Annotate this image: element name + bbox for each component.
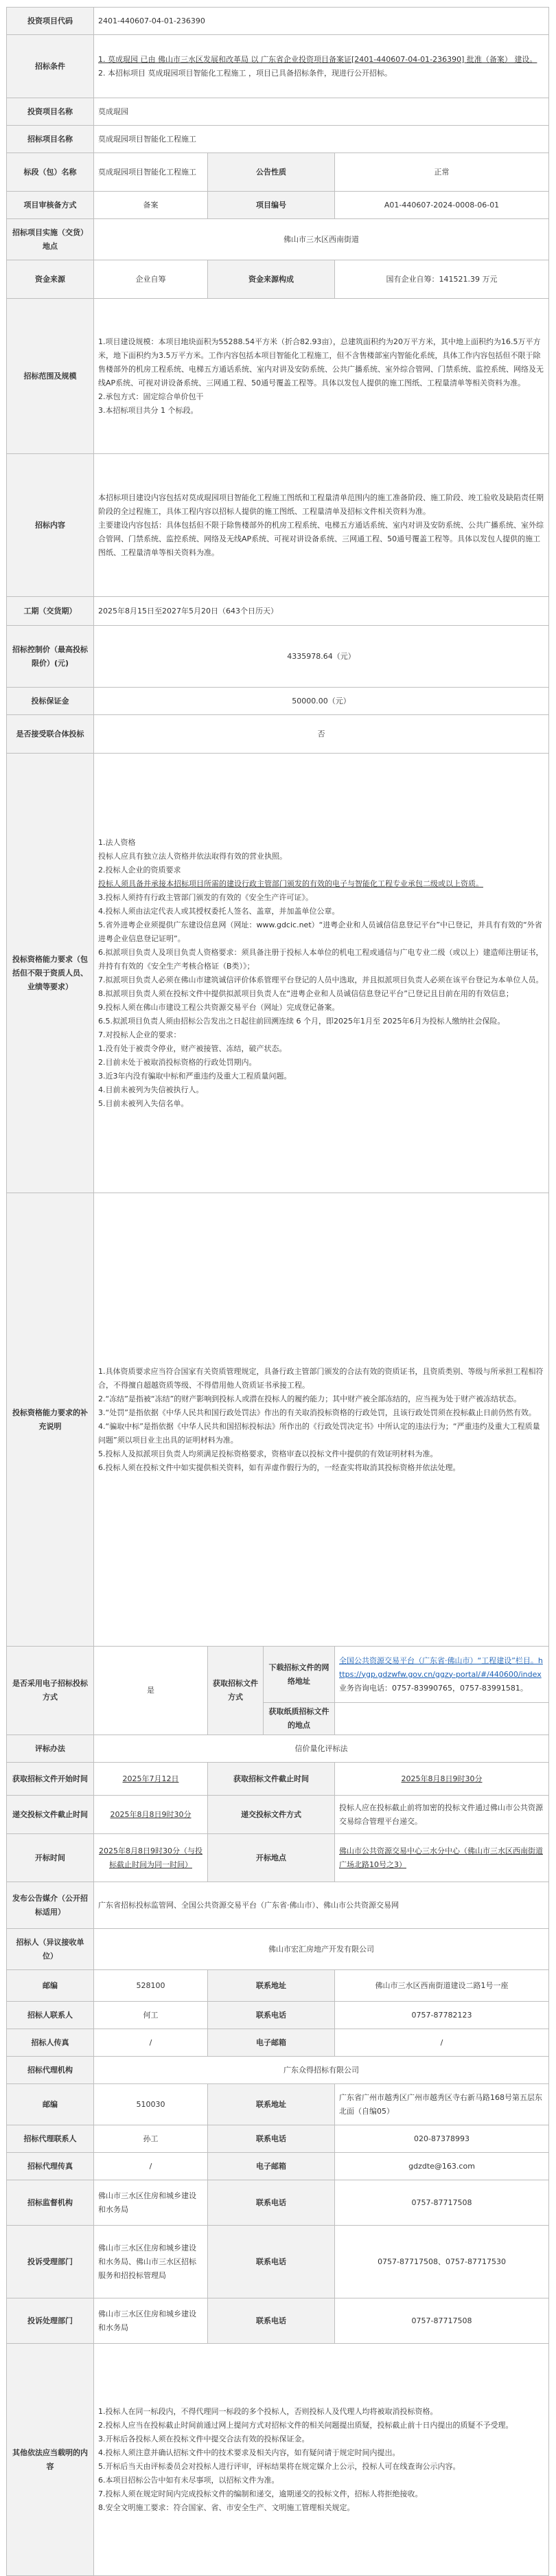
label-a-fax: 招标代理传真: [7, 2153, 94, 2180]
row-complaint: [7, 2226, 549, 2298]
label-t-phone: 联系电话: [208, 2002, 335, 2029]
row-bid-content: [7, 454, 549, 597]
row-sub-project-name: [7, 126, 549, 153]
other-line-2: 2.投标人应当在投标截止时间前通过网上提问方式对招标文件的相关问题提出质疑，投标截止前十日内提出的质疑不予受理。: [98, 2420, 513, 2430]
label-approval: 项目审核备方式: [7, 192, 94, 219]
label-sub-project-name: 招标项目名称: [7, 126, 94, 153]
label-bid-content: 招标内容: [7, 454, 94, 597]
label-submit-deadline: 递交投标文件截止时间: [7, 1796, 94, 1834]
value-bid-condition: [94, 35, 549, 98]
label-paper-location: 获取纸质招标文件的地点: [264, 1703, 335, 1735]
row-eval: [7, 1735, 549, 1763]
label-file-start: 获取招标文件开始时间: [7, 1763, 94, 1796]
label-bid-condition: 招标条件: [7, 35, 94, 98]
value-project-name: 莫成琨园: [94, 98, 549, 126]
row-a-zip: [7, 2084, 549, 2125]
row-open: [7, 1834, 549, 1882]
value-paper-location: [335, 1703, 549, 1735]
row-t-contact: [7, 2002, 549, 2029]
label-other: 其他依法应当载明的内容: [7, 2344, 94, 2576]
row-price: [7, 626, 549, 688]
value-a-email: gdzdte@163.com: [335, 2153, 549, 2180]
label-a-phone: 联系电话: [208, 2125, 335, 2153]
label-complaint-phone: 联系电话: [208, 2226, 335, 2298]
qualification-line-3: 2.投标人企业的资质要求: [98, 865, 181, 874]
supplement-line-3: 3.“处罚”是指依据《中华人民共和国行政处罚法》作出的有关取消投标资格的行政处罚，且该行政处罚须在投标截止日前仍然有效。: [98, 1408, 536, 1417]
value-a-fax: /: [94, 2153, 208, 2180]
row-agent: [7, 2057, 549, 2084]
label-supplement: 投标资格能力要求的补充说明: [7, 1193, 94, 1647]
qualification-line-11: 9.投标人须在佛山市建设工程公共资源交易平台（网址）完成登记备案。: [98, 1002, 340, 1012]
value-t-fax: /: [94, 2029, 208, 2057]
label-joint: 是否接受联合体投标: [7, 715, 94, 754]
value-open-time: 2025年8月8日9时30分（与投标截止时间为同一时间）: [94, 1834, 208, 1882]
row-t-zip: [7, 1970, 549, 2002]
label-a-email: 电子邮箱: [208, 2153, 335, 2180]
qualification-line-4: 投标人须具备并承接本招标项目所需的建设行政主管部门颁发的有效的电子与智能化工程专业承包二级或以上资质。: [98, 879, 483, 888]
value-submit-method: 投标人应在投标截止前将加密的投标文件通过佛山市公共资源交易综合管理平台递交。: [335, 1796, 549, 1834]
label-agent: 招标代理机构: [7, 2057, 94, 2084]
bid-content-line-2: 主要建设内容包括：具体包括但不限于除售楼部外的机房工程系统、电梯五方通话系统、室内对讲及安防系统、公共广播系统、室外综合管网、门禁系统、监控系统、网络及无线AP系统、可视对讲设备系统、三网通工程、50通号覆盖工程等。具体以发包人提供的施工图纸、工程量清单等相关资料为准。: [98, 520, 544, 557]
value-bid-content: [94, 454, 549, 597]
label-file-method: 获取招标文件方式: [208, 1647, 264, 1735]
value-complaint: 佛山市三水区住房和城乡建设和水务局、佛山市三水区招标服务和招投标管理局: [94, 2226, 208, 2298]
value-a-contact: 孙工: [94, 2125, 208, 2153]
row-bid-condition: [7, 35, 549, 98]
value-a-address: 广东省广州市越秀区广州市越秀区寺右新马路168号第五层东北面（自编05）: [335, 2084, 549, 2125]
consult-phone: 业务咨询电话：0757-83990765，0757-83991581。: [339, 1683, 528, 1693]
bid-condition-line-2: 2. 本招标项目 莫成琨园项目智能化工程施工 ，项目已具备招标条件，现进行公开招标。: [98, 68, 392, 78]
row-t-fax: [7, 2029, 549, 2057]
value-t-address: 佛山市三水区西南街道建设二路1号一座: [335, 1970, 549, 2002]
value-duration: 2025年8月15日至2027年5月20日（643个日历天）: [94, 597, 549, 626]
supplement-line-1: 1.具体资质要求应当符合国家有关资质管理规定，具备行政主管部门颁发的合法有效的资质证书，且资质类别、等级与所承担工程相符合，不得擅自超越资质等级、不得借用他人资质证书承接工程。: [98, 1366, 544, 1390]
value-t-contact: 何工: [94, 2002, 208, 2029]
label-location: 招标项目实施（交货）地点: [7, 219, 94, 260]
value-appeal-phone: 0757-87717508: [335, 2298, 549, 2344]
label-a-zip: 邮编: [7, 2084, 94, 2125]
value-file-start: 2025年7月12日: [94, 1763, 208, 1796]
row-scope: [7, 299, 549, 454]
qualification-line-13: 7.对投标人企业的要求：: [98, 1030, 181, 1039]
value-a-phone: 020-87378993: [335, 2125, 549, 2153]
value-supplement: [94, 1193, 549, 1647]
value-t-phone: 0757-87782123: [335, 2002, 549, 2029]
download-url-link[interactable]: 全国公共资源交易平台（广东省·佛山市）“工程建设”栏目。https://ygp.gdzwfw.gov.cn/ggzy-portal/#/440600/index: [339, 1656, 543, 1679]
notice-table: [6, 7, 549, 2576]
value-submit-deadline: 2025年8月8日9时30分: [94, 1796, 208, 1834]
label-funding: 资金来源: [7, 260, 94, 299]
label-qualification: 投标资格能力要求（包括但不限于资质人员、业绩等要求）: [7, 754, 94, 1193]
bid-condition-line-1: 1. 莫成琨园 已由 佛山市三水区发展和改革局 以 广东省企业投资项目备案证[2401-440607-04-01-236390] 批准（备案） 建设。: [98, 54, 537, 64]
value-notice-type: 正常: [335, 153, 549, 192]
value-eval: 信价量化评标法: [94, 1735, 549, 1763]
value-approval: 备案: [94, 192, 208, 219]
label-funding-composition: 资金来源构成: [208, 260, 335, 299]
label-scope: 招标范围及规模: [7, 299, 94, 454]
supplement-line-6: 6.投标人须在投标文件中如实提供相关资料，如有弄虚作假行为的，一经查实将取消其投标资格并依法处理。: [98, 1462, 461, 1472]
label-complaint: 投诉受理部门: [7, 2226, 94, 2298]
bid-content-line-1: 本招标项目建设内容包括对莫成琨园项目智能化工程施工图纸和工程量清单范围内的施工准备阶段、施工阶段、竣工验收及缺陷责任期阶段的全过程施工，具体工程内容以招标人提供的施工图纸、工程量清单及招标文件相关资料为准。: [98, 493, 544, 516]
other-line-7: 7.投标人须在规定时间内完成投标文件的编制和递交，逾期递交的投标文件，招标人将拒绝接收。: [98, 2489, 423, 2498]
label-supervise-phone: 联系电话: [208, 2180, 335, 2226]
label-t-fax: 招标人传真: [7, 2029, 94, 2057]
label-appeal: 投诉处理部门: [7, 2298, 94, 2344]
scope-line-1: 1.项目建设规模：本项目地块面积为55288.54平方米（折合82.93亩），总建筑面积约为20万平方米，其中地上面积约为16.5万平方米，地下面积约为3.5万平方米。工作内容包括本项目智能化工程施工，但不含售楼部室内智能化系统，具体工作内容包括但不限于除售楼部外的机房工程系统、电梯五方通话系统、室内对讲及安防系统、公共广播系统、室外综合管网、门禁系统、监控系统、网络及无线AP系统、可视对讲设备系统、三网通工程、50通号覆盖工程等。具体以发包人提供的施工图纸、工程量清单等相关资料为准。: [98, 337, 544, 387]
value-project-code: 2401-440607-04-01-236390: [94, 8, 549, 35]
qualification-line-14: 1.没有处于被责令停业，财产被接管、冻结，破产状态。: [98, 1043, 287, 1053]
row-approval: [7, 192, 549, 219]
label-notice-type: 公告性质: [208, 153, 335, 192]
row-other: [7, 2344, 549, 2576]
row-media: [7, 1882, 549, 1929]
other-line-5: 5.开标后当天由评标委员会对投标人进行评审，评标结果将在规定媒介上公示，投标人可在线查询公示内容。: [98, 2461, 461, 2471]
qualification-line-8: 6.拟派项目负责人及项目负责人资格要求：须具备注册于投标人本单位的机电工程或通信与广电专业二级（或以上）建造师注册证书，并持有有效的《安全生产考核合格证（B类）》；: [98, 947, 544, 971]
value-deposit: 50000.00（元）: [94, 688, 549, 715]
qualification-line-5: 3.投标人须持有行政主管部门颁发的有效的《安全生产许可证》。: [98, 892, 313, 902]
label-appeal-phone: 联系电话: [208, 2298, 335, 2344]
label-section: 标段（包）名称: [7, 153, 94, 192]
scope-line-2: 2.承包方式：固定综合单价包干: [98, 392, 204, 401]
value-funding-composition: 国有企业自筹：141521.39 万元: [335, 260, 549, 299]
other-line-8: 8.安全文明施工要求：符合国家、省、市安全生产、文明施工管理相关规定。: [98, 2502, 355, 2512]
scope-line-3: 3.本招标项目共分 1 个标段。: [98, 405, 198, 415]
other-line-4: 4.投标人须注意并确认招标文件中的技术要求及相关内容，如有疑问请于规定时间内提出。: [98, 2448, 400, 2457]
value-media: 广东省招标投标监管网、全国公共资源交易平台（广东省·佛山市）、佛山市公共资源交易网: [94, 1882, 549, 1929]
label-supervise: 招标监督机构: [7, 2180, 94, 2226]
qualification-line-10: 8.拟派项目负责人须在投标文件中提供拟派项目负责人在“进粤企业和人员诚信信息登记平台”已登记且目前在用的有效信息；: [98, 988, 513, 998]
value-t-zip: 528100: [94, 1970, 208, 2002]
value-file-end: 2025年8月8日9时30分: [335, 1763, 549, 1796]
qualification-line-15: 2.目前未处于被取消投标资格的行政处罚期内。: [98, 1057, 257, 1067]
label-t-contact: 招标人联系人: [7, 2002, 94, 2029]
value-price: 4335978.64（元）: [94, 626, 549, 688]
row-appeal: [7, 2298, 549, 2344]
qualification-line-6: 4.投标人须由法定代表人或其授权委托人签名、盖章，并加盖单位公章。: [98, 906, 340, 916]
label-eval: 评标办法: [7, 1735, 94, 1763]
row-location: [7, 219, 549, 260]
label-tenderer: 招标人（异议接收单位）: [7, 1929, 94, 1970]
value-t-email: /: [335, 2029, 549, 2057]
value-location: 佛山市三水区西南街道: [94, 219, 549, 260]
value-a-zip: 510030: [94, 2084, 208, 2125]
row-deposit: [7, 688, 549, 715]
row-submit: [7, 1796, 549, 1834]
row-qualification: [7, 754, 549, 1193]
row-tenderer: [7, 1929, 549, 1970]
label-project-code: 投资项目代码: [7, 8, 94, 35]
value-supervise: 佛山市三水区住房和城乡建设和水务局: [94, 2180, 208, 2226]
row-section: [7, 153, 549, 192]
label-t-email: 电子邮箱: [208, 2029, 335, 2057]
label-project-name: 投资项目名称: [7, 98, 94, 126]
value-section: 莫成琨园项目智能化工程施工: [94, 153, 208, 192]
label-deposit: 投标保证金: [7, 688, 94, 715]
row-a-contact: [7, 2125, 549, 2153]
label-t-zip: 邮编: [7, 1970, 94, 2002]
row-electronic-1: [7, 1647, 549, 1703]
label-price: 招标控制价（最高投标限价）(元): [7, 626, 94, 688]
row-duration: [7, 597, 549, 626]
qualification-line-16: 3.近3年内没有骗取中标和严重违约及重大工程质量问题。: [98, 1071, 292, 1081]
value-scope: [94, 299, 549, 454]
row-joint: [7, 715, 549, 754]
value-download-url: [335, 1647, 549, 1703]
label-duration: 工期（交货期）: [7, 597, 94, 626]
row-supervise: [7, 2180, 549, 2226]
qualification-line-9: 7.拟派项目负责人必须在佛山市建筑诚信评价体系管理平台登记的人员中选取，并且拟派项目负责人必须在该平台登记为本单位人员。: [98, 975, 544, 984]
qualification-line-18: 5.目前未被列入失信名单。: [98, 1098, 189, 1108]
qualification-line-7: 5.省外进粤企业须提供广东建设信息网（网址：www.gdcic.net）“进粤企业和人员诚信信息登记平台”中已登记，并具有有效的“外省进粤企业信息登记证明”。: [98, 920, 542, 943]
qualification-line-2: 投标人应具有独立法人资格并依法取得有效的营业执照。: [98, 851, 287, 861]
value-sub-project-name: 莫成琨园项目智能化工程施工: [94, 126, 549, 153]
row-funding: [7, 260, 549, 299]
value-other: [94, 2344, 549, 2576]
value-electronic: 是: [94, 1647, 208, 1735]
row-a-fax: [7, 2153, 549, 2180]
label-project-no: 项目编号: [208, 192, 335, 219]
value-qualification: [94, 754, 549, 1193]
supplement-line-5: 5.投标人及拟派项目负责人均须满足投标资格要求，资格审查以投标文件中提供的有效证明材料为准。: [98, 1449, 438, 1458]
other-line-1: 1.投标人在同一标段内，不得代理同一标段的多个投标人，否则投标人及代理人均将被取消投标资格。: [98, 2406, 438, 2416]
qualification-line-1: 1.法人资格: [98, 837, 136, 847]
value-tenderer: 佛山市宏汇房地产开发有限公司: [94, 1929, 549, 1970]
value-funding: 企业自筹: [94, 260, 208, 299]
value-supervise-phone: 0757-87717508: [335, 2180, 549, 2226]
row-supplement: [7, 1193, 549, 1647]
label-submit-method: 递交投标文件方式: [208, 1796, 335, 1834]
label-a-address: 联系地址: [208, 2084, 335, 2125]
value-appeal: 佛山市三水区住房和城乡建设和水务局: [94, 2298, 208, 2344]
row-project-name: [7, 98, 549, 126]
value-project-no: A01-440607-2024-0008-06-01: [335, 192, 549, 219]
label-a-contact: 招标代理联系人: [7, 2125, 94, 2153]
row-project-code: [7, 8, 549, 35]
value-agent: 广东众得招标有限公司: [94, 2057, 549, 2084]
other-line-6: 6.本项目招标公告中如有未尽事项，以招标文件为准。: [98, 2475, 279, 2485]
qualification-line-12: 6.5.拟派项目负责人须由招标公告发出之日起往前回溯连续 6 个月，即2025年1月至 2025年6月为投标人缴纳社会保险。: [98, 1016, 505, 1026]
supplement-line-4: 4.“骗取中标”是指依据《中华人民共和国招标投标法》所作出的《行政处罚决定书》中所认定的违法行为；“严重违约及重大工程质量问题”须以项目业主出具的证明材料为准。: [98, 1421, 540, 1445]
value-complaint-phone: 0757-87717508、0757-87717530: [335, 2226, 549, 2298]
label-open-time: 开标时间: [7, 1834, 94, 1882]
label-file-end: 获取招标文件截止时间: [208, 1763, 335, 1796]
label-download-url: 下载招标文件的网络地址: [264, 1647, 335, 1703]
label-t-address: 联系地址: [208, 1970, 335, 2002]
label-electronic: 是否采用电子招标投标方式: [7, 1647, 94, 1735]
row-file-time: [7, 1763, 549, 1796]
value-joint: 否: [94, 715, 549, 754]
value-open-location: 佛山市公共资源交易中心三水分中心（佛山市三水区西南街道广场北路10号之3）: [335, 1834, 549, 1882]
other-line-3: 3.开标后各投标人须在投标文件中提交合法有效的投标保证金。: [98, 2434, 310, 2443]
supplement-line-2: 2.“冻结”是指被“冻结”的财产影响到投标人或潜在投标人的履约能力；其中财产被全部冻结的，应当视为处于财产被冻结状态。: [98, 1394, 522, 1403]
label-open-location: 开标地点: [208, 1834, 335, 1882]
label-media: 发布公告媒介（公开招标适用）: [7, 1882, 94, 1929]
qualification-line-17: 4.目前未被列为失信被执行人。: [98, 1085, 204, 1094]
